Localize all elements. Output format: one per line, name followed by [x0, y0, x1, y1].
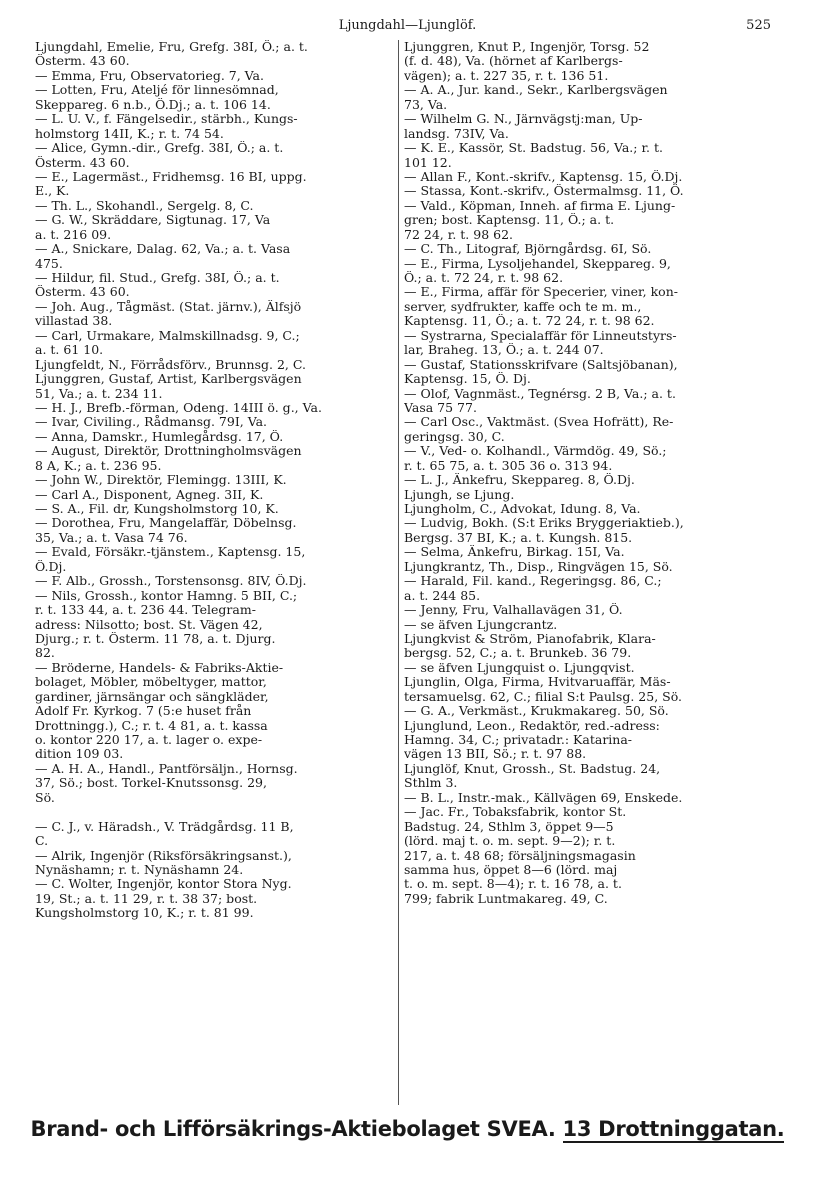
directory-line: — G. W., Skräddare, Sigtunag. 17, Va: [35, 213, 271, 228]
directory-line: — A. A., Jur. kand., Sekr., Karlbergsvägen: [404, 83, 668, 98]
directory-line: 799; fabrik Luntmakareg. 49, C.: [404, 891, 608, 906]
directory-line: Badstug. 24, Sthlm 3, öppet 9—5: [404, 819, 614, 834]
directory-line: — C. Wolter, Ingenjör, kontor Stora Nyg.: [35, 877, 292, 892]
directory-line: Ljunglund, Leon., Redaktör, red.-adress:: [404, 718, 660, 733]
directory-line: 475.: [35, 256, 63, 271]
directory-line: 101 12.: [404, 155, 452, 170]
directory-line: — H. J., Brefb.-förman, Odeng. 14III ö. g., Va.: [35, 400, 322, 415]
directory-line: 73, Va.: [404, 97, 448, 112]
directory-line: Ö.; a. t. 72 24, r. t. 98 62.: [404, 271, 564, 285]
directory-line: — V., Ved- o. Kolhandl., Värmdög. 49, Sö.;: [404, 444, 667, 459]
directory-line: tersamuelsg. 62, C.; filial S:t Paulsg. 25, Sö.: [404, 689, 682, 704]
directory-line: — A., Snickare, Dalag. 62, Va.; a. t. Vasa: [35, 242, 291, 257]
directory-line: r. t. 133 44, a. t. 236 44. Telegram-: [35, 603, 256, 618]
directory-line: — se äfven Ljungcrantz.: [404, 617, 558, 632]
directory-line: — Ludvig, Bokh. (S:t Eriks Bryggeriaktieb.),: [404, 516, 684, 531]
directory-line: — E., Firma, Lysoljehandel, Skeppareg. 9,: [404, 256, 671, 271]
page-header: [0, 18, 815, 38]
directory-line: — L. U. V., f. Fängelsedir., stärbh., Kungs-: [35, 112, 298, 127]
directory-line: Skeppareg. 6 n.b., Ö.Dj.; a. t. 106 14.: [35, 97, 271, 112]
directory-line: Ljunggren, Knut P., Ingenjör, Torsg. 52: [404, 40, 650, 54]
directory-line: 37, Sö.; bost. Torkel-Knutssonsg. 29,: [35, 776, 267, 791]
directory-line: E., K.: [35, 184, 70, 199]
directory-line: — Nils, Grossh., kontor Hamng. 5 BII, C.;: [35, 588, 298, 603]
directory-line: dition 109 03.: [35, 747, 124, 762]
directory-line: — C. Th., Litograf, Björngårdsg. 6I, Sö.: [404, 242, 652, 257]
running-title: Ljungdahl—Ljunglöf.: [338, 18, 477, 33]
directory-line: — Hildur, fil. Stud., Grefg. 38I, Ö.; a. t.: [35, 271, 280, 285]
directory-line: t. o. m. sept. 8—4); r. t. 16 78, a. t.: [404, 877, 622, 892]
directory-line: Drottningg.), C.; r. t. 4 81, a. t. kassa: [35, 718, 268, 733]
directory-line: server, sydfrukter, kaffe och te m. m.,: [404, 299, 642, 314]
directory-line: — Alice, Gymn.-dir., Grefg. 38I, Ö.; a. t.: [35, 141, 284, 156]
directory-line: — Vald., Köpman, Inneh. af firma E. Ljung-: [404, 198, 676, 213]
directory-line: Österm. 43 60.: [35, 54, 130, 69]
directory-line: Sö.: [35, 790, 55, 805]
right-column: [404, 40, 784, 906]
footer-address: 13 Drottninggatan.: [562, 1117, 785, 1141]
directory-line: vägen 13 BII, Sö.; r. t. 97 88.: [404, 747, 587, 762]
directory-line: (f. d. 48), Va. (hörnet af Karlbergs-: [404, 54, 623, 69]
directory-line: 51, Va.; a. t. 234 11.: [35, 386, 163, 401]
directory-line: adress: Nilsotto; bost. St. Vägen 42,: [35, 617, 263, 632]
directory-line: Sthlm 3.: [404, 776, 458, 791]
directory-line: — Selma, Änkefru, Birkag. 15I, Va.: [404, 545, 625, 560]
directory-line: — Jenny, Fru, Valhallavägen 31, Ö.: [404, 603, 623, 618]
directory-line: [35, 805, 395, 819]
directory-line: — Carl A., Disponent, Agneg. 3II, K.: [35, 487, 264, 502]
directory-line: Bergsg. 37 BI, K.; a. t. Kungsh. 815.: [404, 530, 633, 545]
directory-line: 19, St.; a. t. 11 29, r. t. 38 37; bost.: [35, 891, 258, 906]
directory-line: Ljunglin, Olga, Firma, Hvitvaruaffär, Mäs-: [404, 675, 671, 690]
directory-line: Ljungh, se Ljung.: [404, 487, 515, 502]
directory-line: Hamng. 34, C.; privatadr.: Katarina-: [404, 733, 633, 747]
directory-line: Kaptensg. 15, Ö. Dj.: [404, 372, 531, 387]
directory-line: lar, Braheg. 13, Ö.; a. t. 244 07.: [404, 343, 604, 358]
directory-line: — C. J., v. Häradsh., V. Trädgårdsg. 11 B,: [35, 819, 294, 834]
directory-line: — K. E., Kassör, St. Badstug. 56, Va.; r. t.: [404, 141, 663, 156]
directory-line: — Ivar, Civiling., Rådmansg. 79I, Va.: [35, 415, 268, 430]
directory-line: landsg. 73IV, Va.: [404, 126, 509, 141]
directory-line: Ljungdahl, Emelie, Fru, Grefg. 38I, Ö.; a. t.: [35, 40, 308, 54]
directory-line: gardiner, järnsängar och sängkläder,: [35, 689, 269, 704]
directory-line: gren; bost. Kaptensg. 11, Ö.; a. t.: [404, 213, 615, 228]
column-divider: [398, 40, 399, 1105]
directory-line: Ljungholm, C., Advokat, Idung. 8, Va.: [404, 502, 641, 516]
directory-line: — Olof, Vagnmäst., Tegnérsg. 2 B, Va.; a. t.: [404, 386, 676, 401]
directory-line: Djurg.; r. t. Österm. 11 78, a. t. Djurg.: [35, 631, 276, 646]
directory-line: Ljungfeldt, N., Förrådsförv., Brunnsg. 2, C.: [35, 357, 306, 372]
directory-line: Kaptensg. 11, Ö.; a. t. 72 24, r. t. 98 62.: [404, 314, 655, 329]
directory-line: Österm. 43 60.: [35, 285, 130, 300]
directory-line: — Bröderne, Handels- & Fabriks-Aktie-: [35, 660, 284, 675]
directory-line: — Carl Osc., Vaktmäst. (Svea Hofrätt), Re-: [404, 415, 674, 430]
directory-line: — Dorothea, Fru, Mangelaffär, Döbelnsg.: [35, 516, 297, 531]
directory-line: — S. A., Fil. dr, Kungsholmstorg 10, K.: [35, 502, 279, 516]
directory-line: Kungsholmstorg 10, K.; r. t. 81 99.: [35, 906, 254, 921]
directory-line: — Evald, Försäkr.-tjänstem., Kaptensg. 15,: [35, 545, 306, 560]
directory-line: — E., Firma, affär för Specerier, viner, kon-: [404, 285, 678, 300]
directory-line: vägen); a. t. 227 35, r. t. 136 51.: [404, 68, 609, 83]
directory-line: a. t. 244 85.: [404, 588, 481, 603]
directory-line: r. t. 65 75, a. t. 305 36 o. 313 94.: [404, 458, 613, 473]
directory-line: — Systrarna, Specialaffär för Linneutstyrs-: [404, 328, 677, 343]
directory-line: — F. Alb., Grossh., Torstensonsg. 8IV, Ö.Dj.: [35, 574, 307, 589]
directory-line: — Allan F., Kont.-skrifv., Kaptensg. 15, Ö.Dj.: [404, 169, 683, 184]
directory-line: (lörd. maj t. o. m. sept. 9—2); r. t.: [404, 834, 616, 849]
left-column: [35, 40, 395, 921]
directory-line: a. t. 61 10.: [35, 343, 104, 358]
directory-line: Ljungkrantz, Th., Disp., Ringvägen 15, Sö.: [404, 559, 673, 574]
advertisement-footer: [0, 1117, 815, 1141]
directory-line: villastad 38.: [35, 314, 113, 329]
directory-line: — Emma, Fru, Observatorieg. 7, Va.: [35, 68, 264, 83]
directory-line: — E., Lagermäst., Fridhemsg. 16 BI, uppg.: [35, 169, 307, 184]
directory-line: 217, a. t. 48 68; försäljningsmagasin: [404, 848, 636, 863]
directory-line: holmstorg 14II, K.; r. t. 74 54.: [35, 126, 224, 141]
directory-line: — Harald, Fil. kand., Regeringsg. 86, C.;: [404, 574, 662, 589]
directory-line: samma hus, öppet 8—6 (lörd. maj: [404, 862, 618, 877]
directory-line: 72 24, r. t. 98 62.: [404, 227, 514, 242]
directory-line: — A. H. A., Handl., Pantförsäljn., Hornsg.: [35, 761, 298, 776]
directory-line: C.: [35, 834, 49, 849]
directory-line: 8 A, K.; a. t. 236 95.: [35, 458, 162, 473]
directory-line: Vasa 75 77.: [404, 400, 477, 415]
directory-line: Ljunggren, Gustaf, Artist, Karlbergsvägen: [35, 372, 302, 387]
directory-line: — Alrik, Ingenjör (Riksförsäkringsanst.),: [35, 848, 292, 863]
directory-line: Ljunglöf, Knut, Grossh., St. Badstug. 24,: [404, 761, 661, 776]
directory-line: — Anna, Damskr., Humlegårdsg. 17, Ö.: [35, 429, 284, 444]
directory-line: — Carl, Urmakare, Malmskillnadsg. 9, C.;: [35, 328, 300, 343]
directory-line: — John W., Direktör, Flemingg. 13III, K.: [35, 473, 287, 488]
page-number: 525: [746, 18, 771, 33]
directory-line: — L. J., Änkefru, Skeppareg. 8, Ö.Dj.: [404, 473, 635, 488]
directory-line: — Wilhelm G. N., Järnvägstj:man, Up-: [404, 112, 643, 127]
directory-line: — G. A., Verkmäst., Krukmakareg. 50, Sö.: [404, 704, 669, 719]
footer-company: Brand- och Lifförsäkrings-Aktiebolaget SVEA.: [30, 1117, 556, 1141]
directory-line: o. kontor 220 17, a. t. lager o. expe-: [35, 733, 263, 747]
directory-line: Nynäshamn; r. t. Nynäshamn 24.: [35, 862, 244, 877]
directory-line: — B. L., Instr.-mak., Källvägen 69, Enskede.: [404, 790, 683, 805]
directory-line: Ö.Dj.: [35, 559, 67, 574]
directory-line: — Joh. Aug., Tågmäst. (Stat. järnv.), Älfsjö: [35, 299, 302, 314]
directory-line: bolaget, Möbler, möbeltyger, mattor,: [35, 675, 267, 690]
directory-line: a. t. 216 09.: [35, 227, 112, 242]
directory-line: — Jac. Fr., Tobaksfabrik, kontor St.: [404, 805, 627, 820]
directory-line: — August, Direktör, Drottningholmsvägen: [35, 444, 302, 459]
directory-line: — Gustaf, Stationsskrifvare (Saltsjöbanan),: [404, 357, 678, 372]
directory-line: bergsg. 52, C.; a. t. Brunkeb. 36 79.: [404, 646, 632, 661]
directory-line: — Lotten, Fru, Ateljé för linnesömnad,: [35, 83, 279, 98]
directory-line: 35, Va.; a. t. Vasa 74 76.: [35, 530, 188, 545]
directory-line: — Stassa, Kont.-skrifv., Östermalmsg. 11, Ö.: [404, 184, 684, 199]
directory-line: — se äfven Ljungquist o. Ljungqvist.: [404, 660, 635, 675]
directory-line: Ljungkvist & Ström, Pianofabrik, Klara-: [404, 631, 656, 646]
directory-line: 82.: [35, 646, 55, 661]
directory-line: Österm. 43 60.: [35, 155, 130, 170]
directory-line: Adolf Fr. Kyrkog. 7 (5:e huset från: [35, 704, 252, 719]
directory-line: — Th. L., Skohandl., Sergelg. 8, C.: [35, 198, 254, 213]
directory-line: geringsg. 30, C.: [404, 429, 505, 444]
